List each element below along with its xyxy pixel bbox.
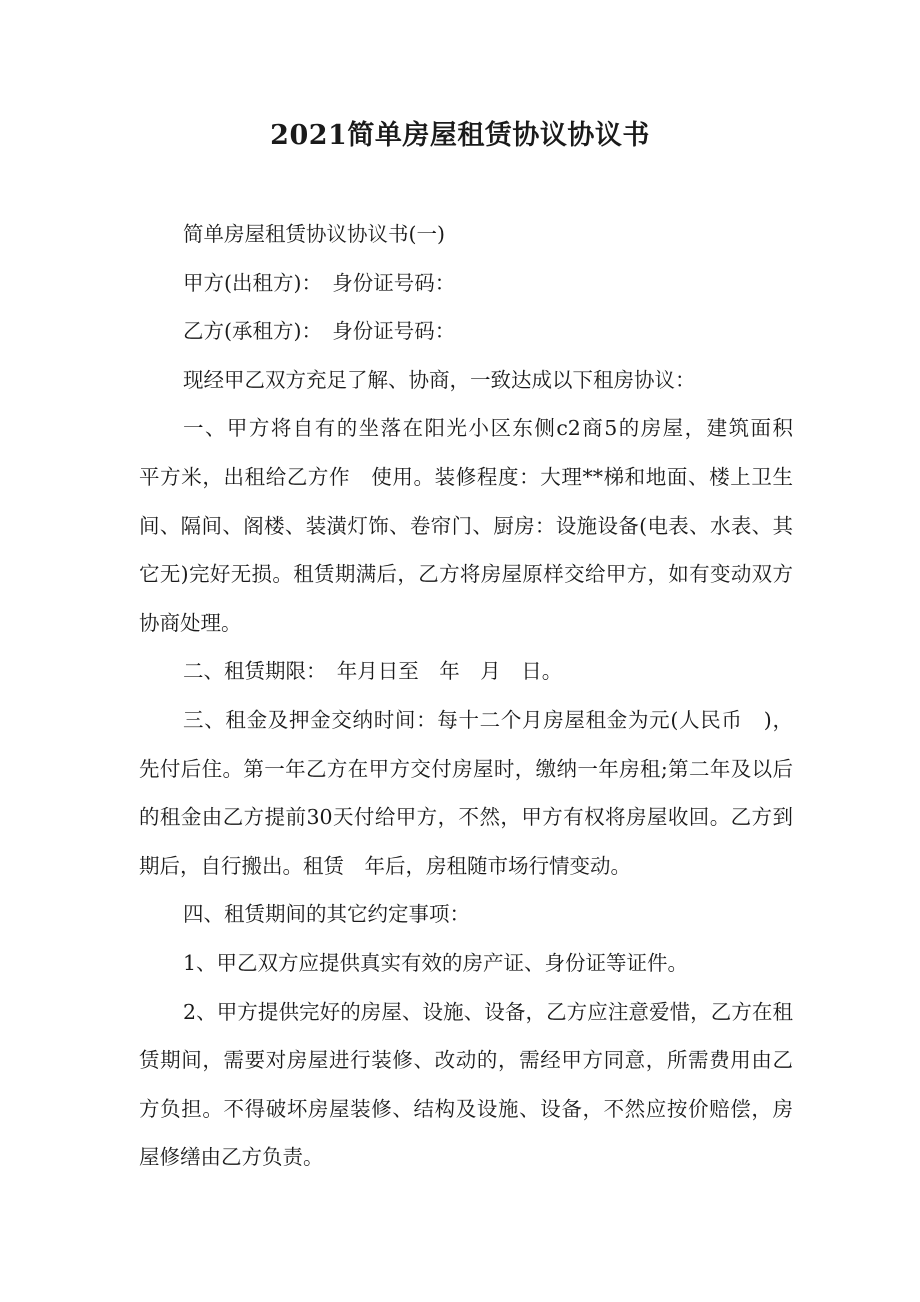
paragraph-clause-3: 三、租金及押金交纳时间：每十二个月房屋租金为元(人民币 )，先付后住。第一年乙方在甲方交付房屋时，缴纳一年房租;第二年及以后的租金由乙方提前30天付给甲方，不然，甲方有权将房屋收回。乙方到期后，自行搬出。租赁 年后，房租随市场行情变动。 — [139, 707, 793, 878]
paragraph-clause-1: 一、甲方将自有的坐落在阳光小区东侧c2商5的房屋，建筑面积 平方米，出租给乙方作 使用。装修程度：大理**梯和地面、楼上卫生间、隔间、阁楼、装潢灯饰、卷帘门、厨房：设施设备(电表、水表、其它无)完好无损。租赁期满后，乙方将房屋原样交给甲方，如有变动双方协商处理。 — [139, 416, 814, 635]
paragraph-item-1: 1、甲乙双方应提供真实有效的房产证、身份证等证件。 — [183, 950, 689, 975]
paragraph-item-2: 2、甲方提供完好的房屋、设施、设备，乙方应注意爱惜，乙方在租赁期间，需要对房屋进行装修、改动的，需经甲方同意，所需费用由乙方负担。不得破坏房屋装修、结构及设施、设备，不然应按价赔偿，房屋修缮由乙方负责。 — [139, 999, 793, 1170]
paragraph-party-b: 乙方(承租方)： 身份证号码： — [183, 319, 456, 344]
paragraph-agreement-intro: 现经甲乙双方充足了解、协商，一致达成以下租房协议： — [183, 367, 696, 392]
paragraph-clause-2: 二、租赁期限： 年月日至 年 月 日。 — [183, 659, 563, 684]
paragraph-party-a: 甲方(出租方)： 身份证号码： — [183, 270, 456, 295]
document-body — [139, 210, 814, 1182]
paragraph-subtitle: 简单房屋租赁协议协议书(一) — [183, 222, 445, 246]
document-title: 2021简单房屋租赁协议协议书 — [270, 120, 650, 151]
paragraph-clause-4: 四、租赁期间的其它约定事项： — [183, 902, 470, 927]
